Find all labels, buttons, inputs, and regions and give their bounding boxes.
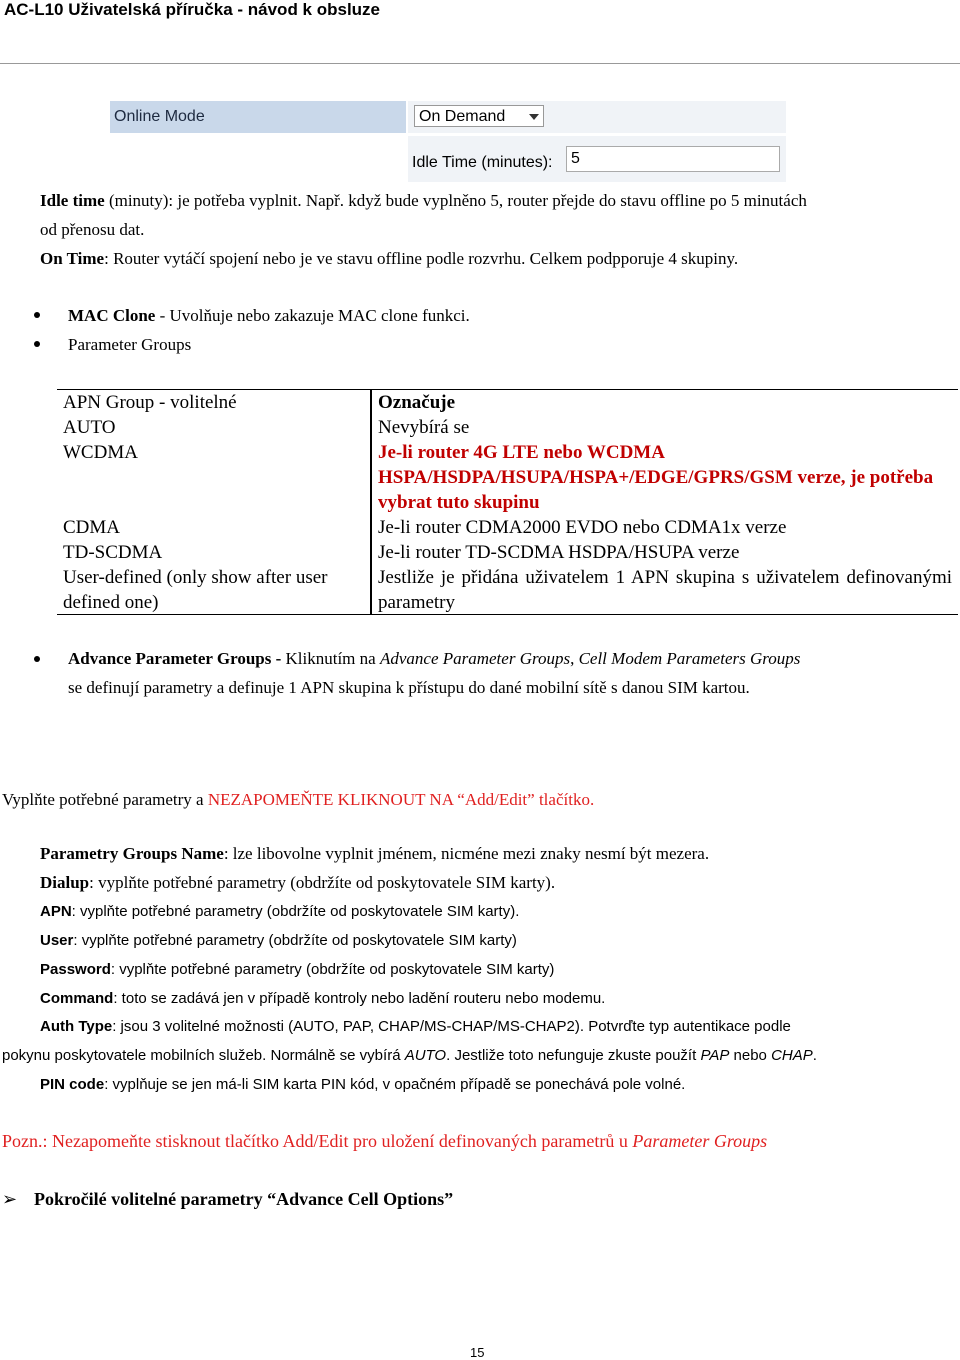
advance-parameter-groups-bullet bbox=[68, 644, 960, 673]
note-paragraph bbox=[2, 1127, 767, 1156]
field-dialup bbox=[40, 868, 555, 897]
field-term: Parametry Groups Name bbox=[40, 844, 224, 863]
field-text: : vyplňuje se jen má-li SIM karta PIN kód, v opačném případě se ponechává pole volné. bbox=[104, 1076, 686, 1093]
table-cell: APN Group - volitelné bbox=[57, 389, 371, 415]
fill-note-text: Vyplňte potřebné parametry a bbox=[2, 790, 208, 809]
field-text: : vyplňte potřebné parametry (obdržíte od poskytovatele SIM karty) bbox=[73, 932, 517, 949]
field-text: : vyplňte potřebné parametry (obdržíte od poskytovatele SIM karty). bbox=[71, 903, 520, 920]
on-time-text: : Router vytáčí spojení nebo je ve stavu offline podle rozvrhu. Celkem podpporuje 4 skupiny. bbox=[104, 249, 739, 268]
field-password bbox=[40, 955, 554, 984]
table-cell: Nevybírá se bbox=[378, 417, 470, 438]
field-groups-name bbox=[40, 839, 709, 868]
online-mode-screenshot bbox=[110, 98, 786, 182]
mac-clone-term: MAC Clone bbox=[68, 306, 156, 325]
table-cell: Je-li router 4G LTE nebo WCDMA HSPA/HSDPA/HSUPA/HSPA+/EDGE/GPRS/GSM verze, je potřeba vybrat tuto skupinu bbox=[378, 442, 934, 513]
table-bottom-rule bbox=[57, 614, 958, 615]
field-term: Auth Type bbox=[40, 1018, 113, 1035]
auth-text-5: . bbox=[812, 1047, 817, 1064]
online-mode-value: On Demand bbox=[419, 108, 506, 125]
auth-pap: PAP bbox=[700, 1047, 730, 1064]
table-cell: Je-li router TD-SCDMA HSDPA/HSUPA verze bbox=[378, 542, 740, 563]
table-cell: User-defined (only show after user defined one) bbox=[57, 565, 371, 615]
field-text: : vyplňte potřebné parametry (obdržíte od poskytovatele SIM karty) bbox=[110, 961, 555, 978]
field-pin-code bbox=[40, 1070, 685, 1099]
idle-time-paragraph bbox=[40, 186, 958, 215]
on-time-term: On Time bbox=[40, 249, 105, 268]
advance-comma: , bbox=[570, 649, 579, 668]
online-mode-select[interactable] bbox=[414, 105, 544, 127]
field-user bbox=[40, 926, 517, 955]
idle-time-text-2: od přenosu dat. bbox=[40, 220, 145, 239]
auth-text-4: nebo bbox=[729, 1047, 772, 1064]
field-auth-type-2 bbox=[2, 1041, 817, 1070]
page-number: 15 bbox=[470, 1345, 485, 1360]
field-term: User bbox=[40, 932, 74, 949]
field-text: : lze libovolne vyplnit jménem, nicméne mezi znaky nesmí být mezera. bbox=[223, 844, 710, 863]
idle-time-input[interactable]: 5 bbox=[566, 146, 780, 172]
field-text: : jsou 3 volitelné možnosti (AUTO, PAP, CHAP/MS-CHAP/MS-CHAP2). Potvrďte typ autentikace podle bbox=[112, 1018, 791, 1035]
field-command bbox=[40, 984, 605, 1013]
table-cell: TD-SCDMA bbox=[57, 540, 371, 565]
table-cell: CDMA bbox=[57, 515, 371, 540]
header-rule bbox=[0, 63, 960, 64]
fill-note bbox=[2, 785, 594, 814]
table-row bbox=[57, 565, 958, 615]
field-term: Dialup bbox=[40, 873, 90, 892]
field-text: : toto se zadává jen v případě kontroly nebo ladění routeru nebo modemu. bbox=[113, 990, 606, 1007]
advance-text-2: se definují parametry a definuje 1 APN skupina k přístupu do dané mobilní sítě s danou SIM kartou. bbox=[68, 678, 750, 697]
idle-time-term: Idle time bbox=[40, 191, 105, 210]
mac-clone-bullet bbox=[68, 301, 470, 330]
table-row bbox=[57, 540, 958, 565]
field-auth-type bbox=[40, 1012, 956, 1041]
idle-time-label: Idle Time (minutes): bbox=[412, 154, 553, 171]
mac-clone-text: - Uvolňuje nebo zakazuje MAC clone funkci. bbox=[155, 306, 470, 325]
document-header-title: AC-L10 Uživatelská příručka - návod k obsluze bbox=[4, 0, 381, 19]
bullet-icon bbox=[34, 312, 40, 318]
idle-time-text: (minuty): je potřeba vyplnit. Např. když bude vyplněno 5, router přejde do stavu offline po 5 minutách bbox=[104, 191, 807, 210]
advance-text-1: Kliknutím na bbox=[285, 649, 380, 668]
table-row bbox=[57, 389, 958, 415]
field-term: Password bbox=[40, 961, 111, 978]
online-mode-label: Online Mode bbox=[114, 108, 205, 125]
chevron-down-icon bbox=[529, 114, 539, 120]
arrow-bullet-icon: ➢ bbox=[2, 1189, 18, 1209]
note-italic: Parameter Groups bbox=[632, 1131, 768, 1151]
section-heading bbox=[2, 1186, 453, 1212]
field-apn bbox=[40, 897, 519, 926]
table-cell: AUTO bbox=[57, 415, 371, 440]
note-text: Pozn.: Nezapomeňte stisknout tlačítko Add/Edit pro uložení definovaných parametrů u bbox=[2, 1131, 633, 1151]
field-term: Command bbox=[40, 990, 114, 1007]
table-cell: Jestliže je přidána uživatelem 1 APN skupina s uživatelem definovanými parametry bbox=[378, 567, 952, 613]
section-title: Pokročilé volitelné parametry “Advance Cell Options” bbox=[34, 1189, 454, 1209]
auth-chap: CHAP bbox=[771, 1047, 813, 1064]
on-time-paragraph bbox=[40, 244, 958, 273]
table-cell: Označuje bbox=[378, 392, 456, 413]
parameter-groups-bullet: Parameter Groups bbox=[68, 335, 192, 354]
table-row bbox=[57, 440, 958, 515]
field-text: : vyplňte potřebné parametry (obdržíte od poskytovatele SIM karty). bbox=[89, 873, 556, 892]
advance-italic-1: Advance Parameter Groups bbox=[379, 649, 571, 668]
table-row bbox=[57, 515, 958, 540]
auth-text-2: pokynu poskytovatele mobilních služeb. Normálně se vybírá bbox=[2, 1047, 405, 1064]
table-row bbox=[57, 415, 958, 440]
table-cell: WCDMA bbox=[57, 440, 371, 515]
advance-italic-2: Cell Modem Parameters Groups bbox=[578, 649, 801, 668]
fill-note-warning: NEZAPOMEŇTE KLIKNOUT NA “Add/Edit” tlačítko. bbox=[207, 790, 595, 809]
field-term: APN bbox=[40, 903, 72, 920]
auth-text-3: . Jestliže toto nefunguje zkuste použít bbox=[446, 1047, 701, 1064]
auth-auto: AUTO bbox=[404, 1047, 447, 1064]
field-term: PIN code bbox=[40, 1076, 105, 1093]
bullet-icon bbox=[34, 341, 40, 347]
table-cell: Je-li router CDMA2000 EVDO nebo CDMA1x verze bbox=[378, 517, 787, 538]
bullet-icon bbox=[34, 656, 40, 662]
advance-term: Advance Parameter Groups - bbox=[68, 649, 286, 668]
apn-group-table bbox=[57, 389, 958, 615]
